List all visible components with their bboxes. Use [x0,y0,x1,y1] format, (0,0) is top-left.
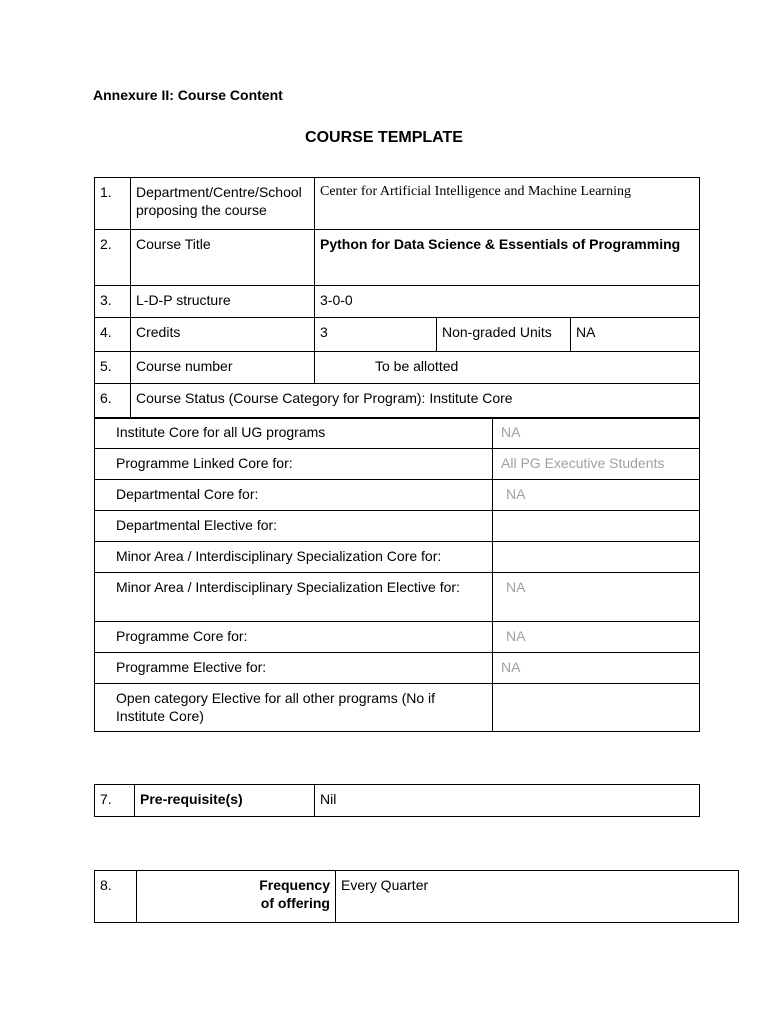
table-row [95,449,700,480]
frequency-label: Frequency of offering [137,871,336,923]
table-row [95,384,700,419]
prereq-value: Nil [315,785,700,817]
row-number: 1. [95,178,131,230]
category-label: Departmental Core for: [95,480,493,511]
row-label: Credits [131,318,315,352]
row-number: 6. [95,384,131,419]
table-row [95,542,700,573]
table-row [95,684,700,732]
table-row [95,286,700,318]
table-row [95,352,700,384]
course-title-value: Python for Data Science & Essentials of Programming [315,230,700,286]
frequency-table [94,870,739,923]
row-number: 4. [95,318,131,352]
table-row [95,622,700,653]
row-label: Department/Centre/School proposing the course [131,178,315,230]
row-value: To be allotted [315,352,700,384]
category-value: NA [493,653,700,684]
category-label: Minor Area / Interdisciplinary Specialization Elective for: [95,573,493,622]
category-value [493,684,700,732]
row-number: 7. [95,785,135,817]
category-value: All PG Executive Students [493,449,700,480]
table-row [95,178,700,230]
table-row [95,785,700,817]
category-value: NA [493,480,700,511]
category-value [493,511,700,542]
row-number: 2. [95,230,131,286]
row-label: L-D-P structure [131,286,315,318]
table-row [95,230,700,286]
page-title: COURSE TEMPLATE [305,129,463,146]
table-row [95,511,700,542]
prereq-label: Pre-requisite(s) [135,785,315,817]
frequency-value: Every Quarter [336,871,739,923]
category-label: Programme Core for: [95,622,493,653]
prereq-table [94,784,700,817]
row-number: 8. [95,871,137,923]
category-label: Minor Area / Interdisciplinary Specialization Core for: [95,542,493,573]
table-row [95,480,700,511]
category-table [94,417,700,732]
category-label: Programme Linked Core for: [95,449,493,480]
course-table [94,177,700,419]
table-row [95,418,700,449]
row-value: Center for Artificial Intelligence and Machine Learning [315,178,700,230]
annexure-heading: Annexure II: Course Content [93,87,283,103]
row-value: 3 [315,318,437,352]
category-value [493,542,700,573]
row-value-secondary: NA [571,318,700,352]
table-row [95,318,700,352]
category-label: Institute Core for all UG programs [95,418,493,449]
row-label: Course number [131,352,315,384]
category-value: NA [493,622,700,653]
category-value: NA [493,573,700,622]
category-label: Programme Elective for: [95,653,493,684]
table-row [95,653,700,684]
category-label: Departmental Elective for: [95,511,493,542]
row-label-secondary: Non-graded Units [437,318,571,352]
row-label: Course Status (Course Category for Program): Institute Core [131,384,700,419]
category-label: Open category Elective for all other programs (No if Institute Core) [95,684,493,732]
table-row [95,573,700,622]
row-label: Course Title [131,230,315,286]
table-row [95,871,739,923]
category-value: NA [493,418,700,449]
row-number: 5. [95,352,131,384]
row-number: 3. [95,286,131,318]
row-value: 3-0-0 [315,286,700,318]
